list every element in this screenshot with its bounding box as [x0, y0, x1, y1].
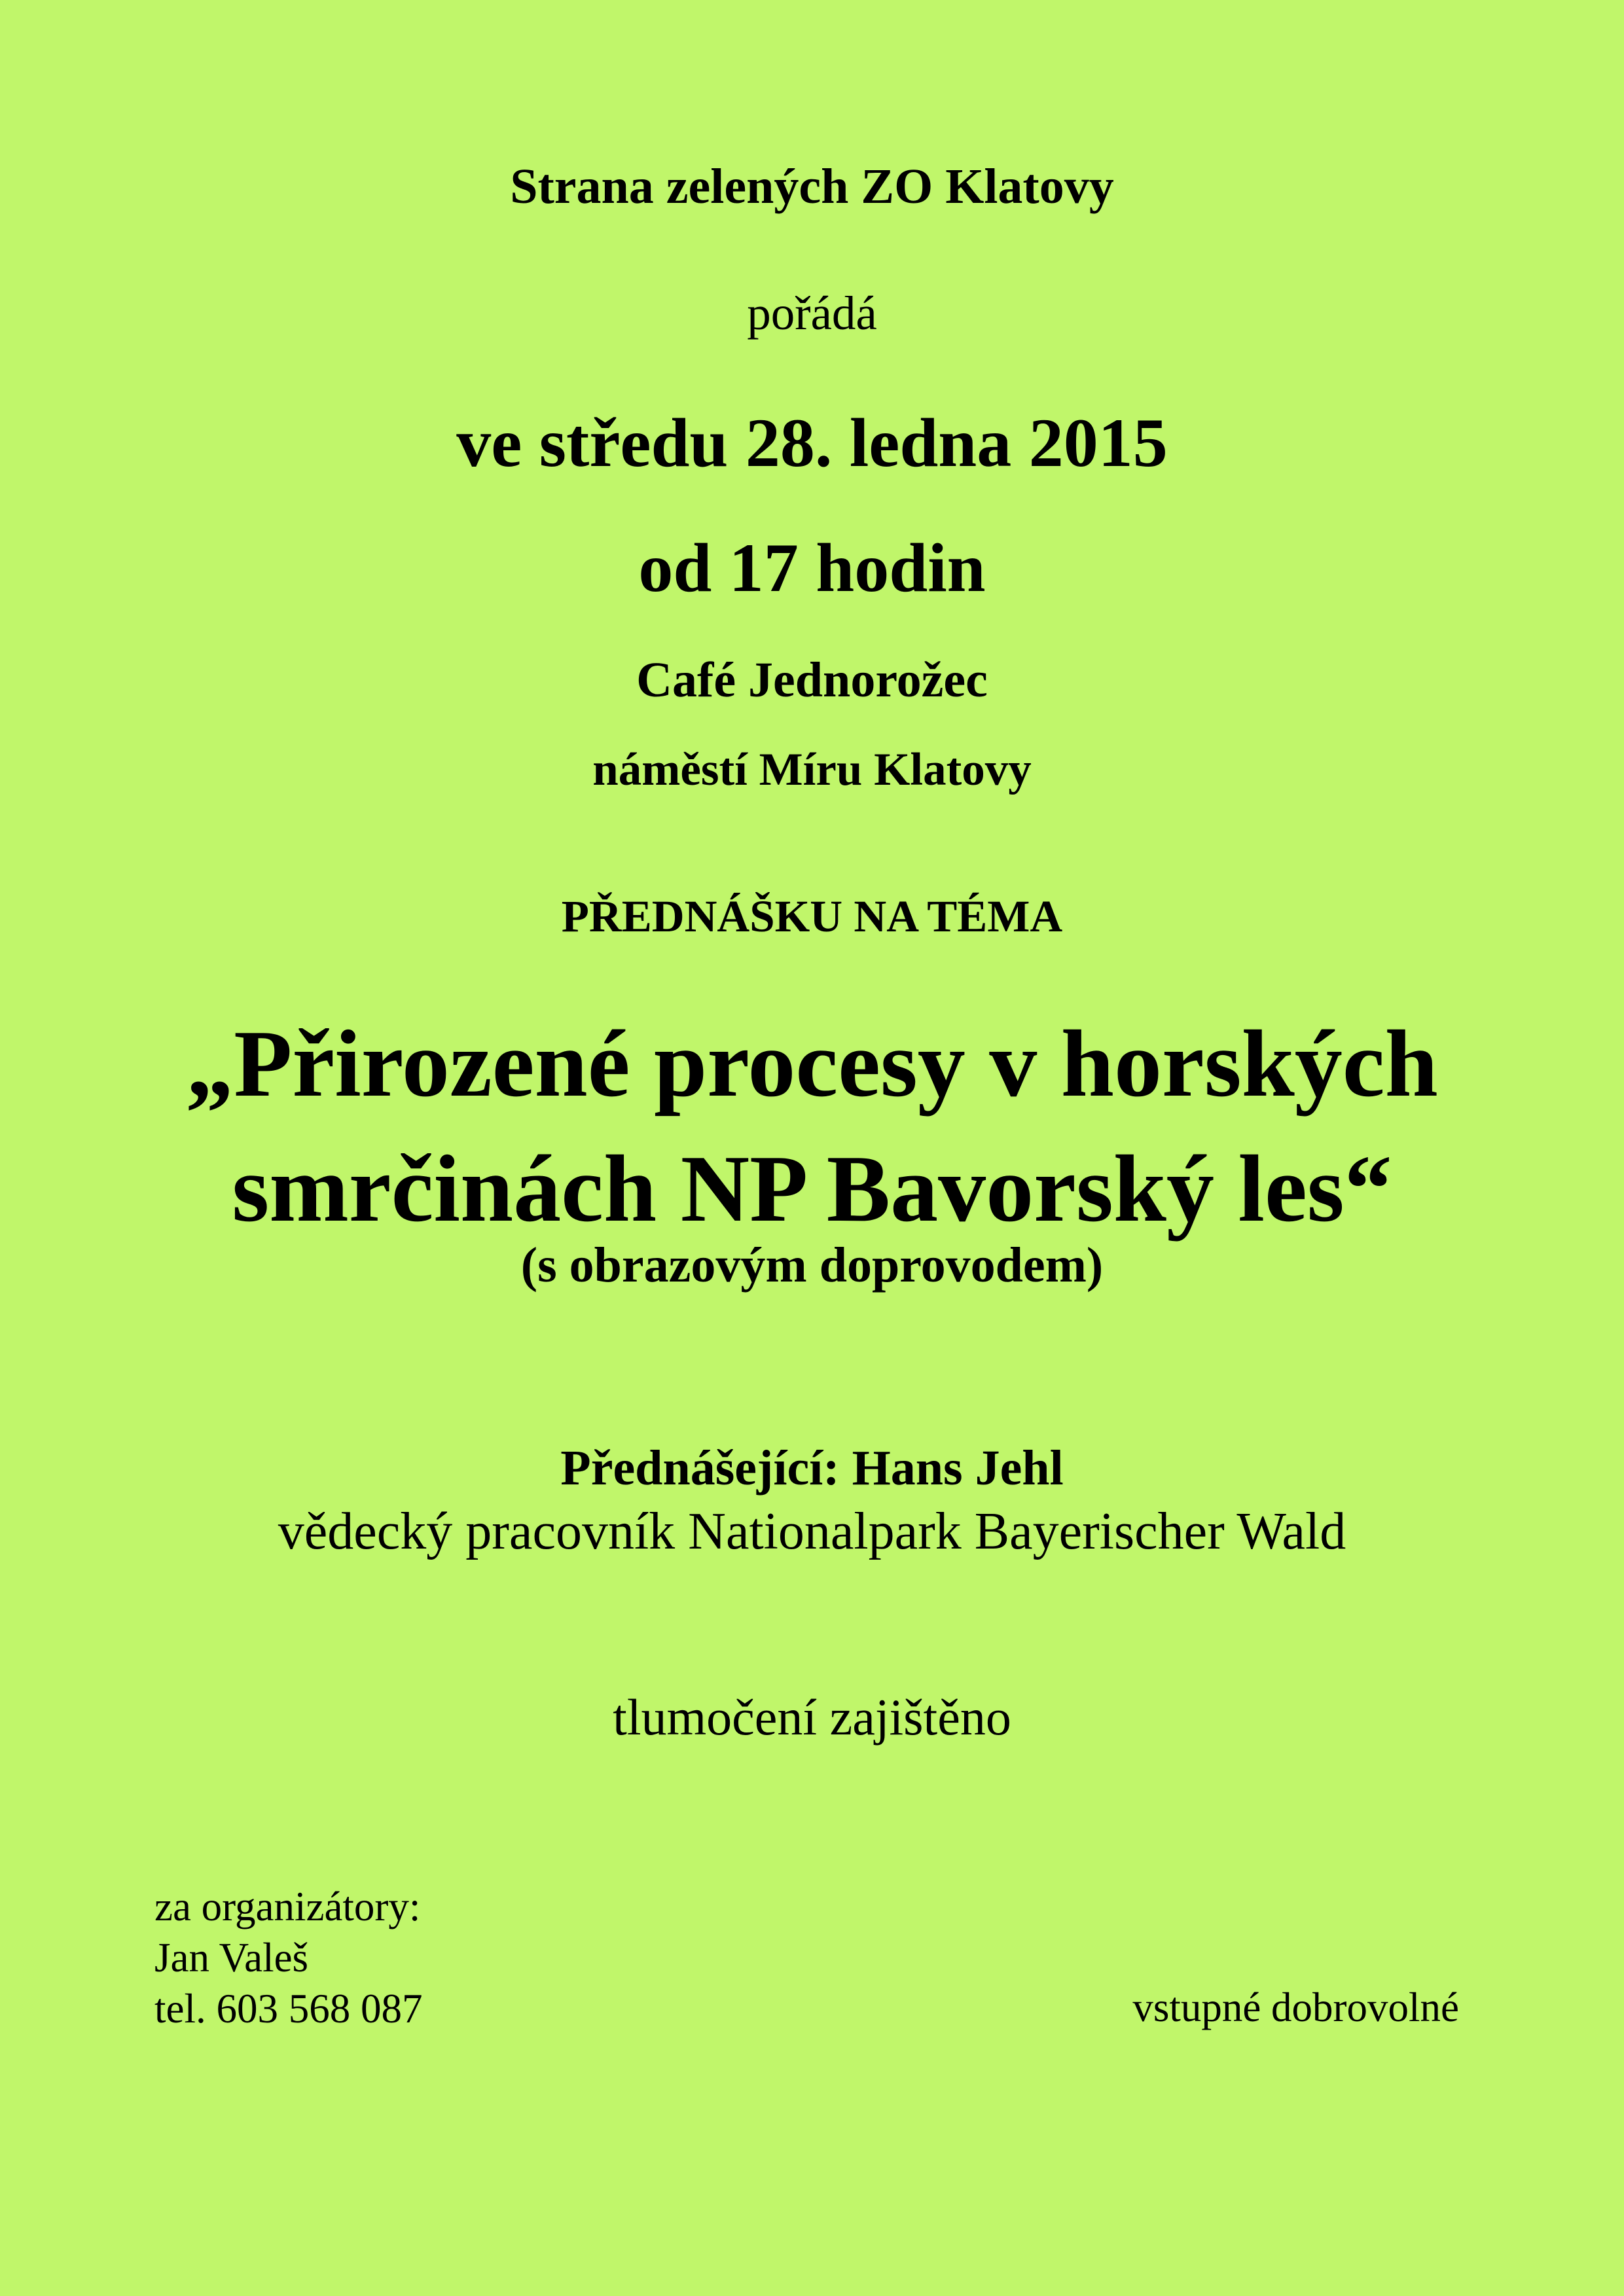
venue-name: Café Jednorožec	[636, 653, 988, 708]
speaker-role: vědecký pracovník Nationalpark Bayerischer Wald	[278, 1503, 1346, 1560]
lecture-heading: PŘEDNÁŠKU NA TÉMA	[561, 891, 1063, 941]
lecture-title-line-1: „Přirozené procesy v horských	[186, 1011, 1438, 1117]
lecture-title-line-2: smrčinách NP Bavorský les“	[232, 1136, 1392, 1242]
contact-name: Jan Valeš	[154, 1935, 309, 1981]
presents-text: pořádá	[747, 287, 877, 340]
entry-fee-note: vstupné dobrovolné	[1132, 1984, 1459, 2030]
venue-address: náměstí Míru Klatovy	[592, 744, 1032, 795]
contact-phone: tel. 603 568 087	[154, 1986, 423, 2032]
contact-block	[154, 1881, 422, 2034]
interpretation-note: tlumočení zajištěno	[613, 1689, 1011, 1746]
event-date: ve středu 28. ledna 2015	[456, 404, 1168, 481]
event-time: od 17 hodin	[638, 529, 986, 606]
contact-label: za organizátory:	[154, 1884, 421, 1929]
lecture-title-note: (s obrazovým doprovodem)	[520, 1238, 1104, 1293]
organizer-name: Strana zelených ZO Klatovy	[510, 159, 1114, 214]
speaker-name: Přednášející: Hans Jehl	[560, 1441, 1064, 1496]
